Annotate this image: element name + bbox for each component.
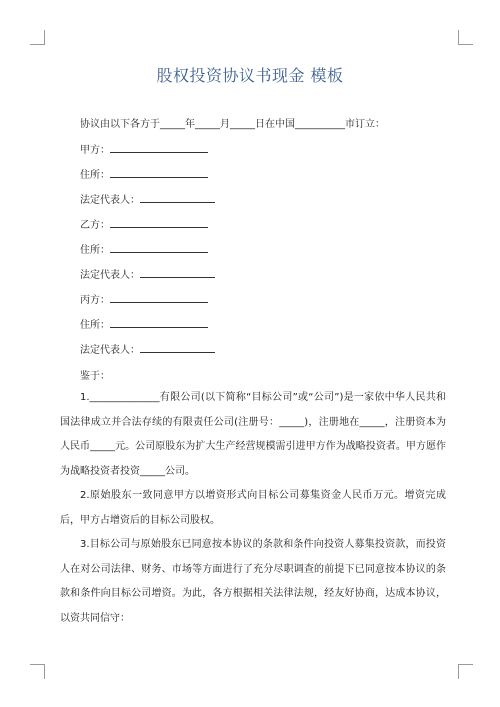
party-a-address-blank [110, 166, 208, 178]
party-c-address-blank [110, 316, 208, 328]
party-b-address-label: 住所： [80, 245, 110, 256]
crop-mark-bottom-left [30, 664, 45, 679]
party-b-field [80, 216, 208, 231]
clause-2: 2.原始股东一致同意甲方以增资形式向目标公司募集资金人民币万元。增资完成后，甲方占增资后的目标公司股权。 [60, 490, 446, 526]
party-c-address-field [80, 316, 208, 331]
party-b-label: 乙方： [80, 220, 110, 231]
party-c-blank [110, 291, 208, 303]
party-b-address-field [80, 241, 208, 256]
party-a-address-field [80, 166, 208, 181]
party-c-label: 丙方： [80, 295, 110, 306]
party-c-rep-field [80, 341, 215, 356]
crop-mark-bottom-right [458, 664, 473, 679]
party-b-rep-blank [140, 266, 215, 278]
clause-3: 3.目标公司与原始股东已同意按本协议的条款和条件向投资人募集投资款，而投资人在对公司法律、财务、市场等方面进行了充分尽职调查的前提下已同意按本协议的条款和条件向目标公司增资。为此，各方根据相关法律法规，经友好协商，达成本协议，以资共同信守： [60, 539, 446, 624]
party-c-address-label: 住所： [80, 320, 110, 331]
whereas-heading: 鉴于： [80, 371, 110, 382]
party-c-rep-label: 法定代表人： [80, 345, 140, 356]
party-a-rep-label: 法定代表人： [80, 195, 140, 206]
party-c-field [80, 291, 208, 306]
party-b-address-blank [110, 241, 208, 253]
intro-line: 协议由以下各方于_____年_____月_____日在中国__________市订立： [80, 119, 385, 130]
clause-1: 1.______________有限公司(以下简称“目标公司”或“公司”)是一家依中华人民共和国法律成立并合法存续的有限责任公司(注册号：_____)，注册地在_____，注册资本为人民币_____元。公司原股东为扩大生产经营规模需引进甲方作为战略投资者。甲方愿作为战略投资者投资_____公司。 [60, 392, 446, 477]
party-a-label: 甲方： [80, 145, 110, 156]
party-b-blank [110, 216, 208, 228]
party-c-rep-blank [140, 341, 215, 353]
crop-mark-top-right [458, 30, 473, 45]
party-a-blank [110, 141, 208, 153]
party-a-address-label: 住所： [80, 170, 110, 181]
party-b-rep-label: 法定代表人： [80, 270, 140, 281]
party-b-rep-field [80, 266, 215, 281]
crop-mark-top-left [30, 30, 45, 45]
party-a-rep-blank [140, 191, 215, 203]
document-title: 股权投资协议书现金 模板 [156, 66, 344, 85]
party-a-rep-field [80, 191, 215, 206]
party-a-field [80, 141, 208, 156]
